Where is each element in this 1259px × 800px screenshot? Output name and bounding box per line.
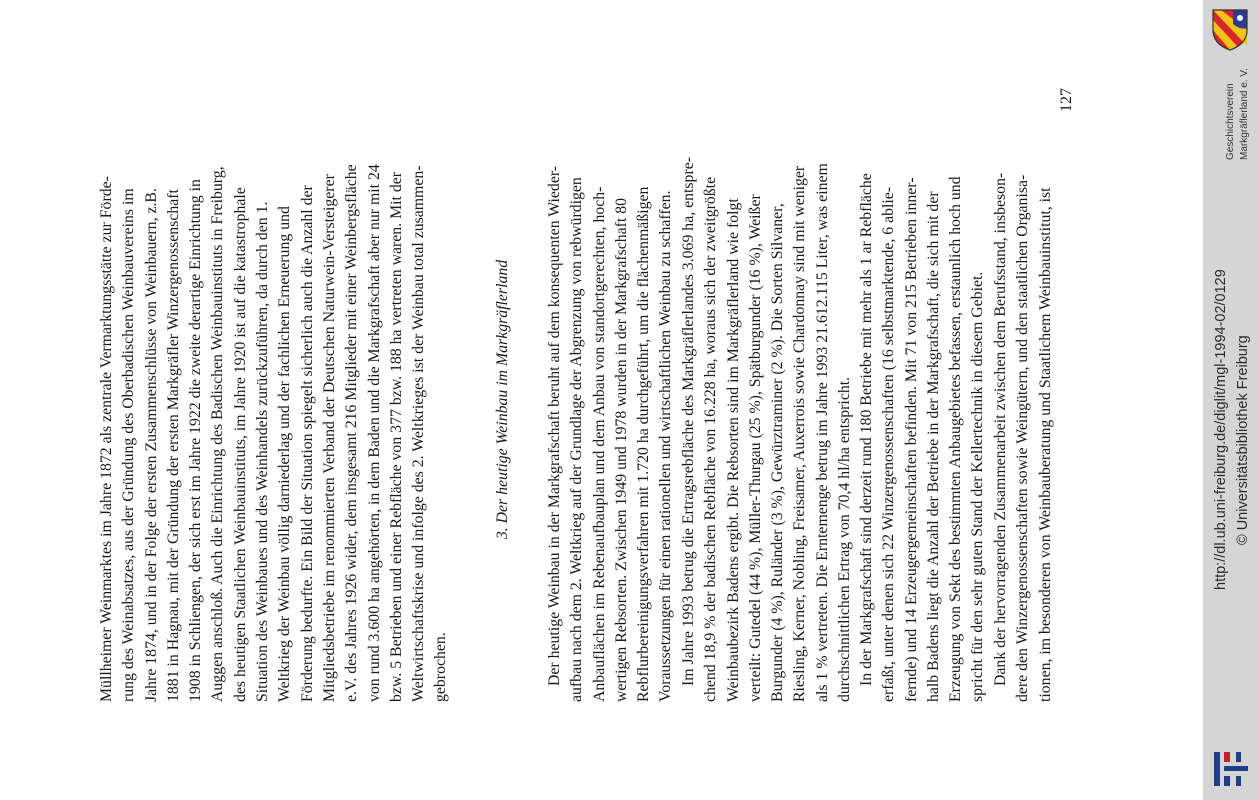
text-line: halb Badens liegt die Anzahl der Betriebe in der Markgrafschaft, die sich mit der	[924, 191, 942, 702]
paragraph-5	[990, 97, 1057, 702]
document-url-link[interactable]: http://dl.ub.uni-freiburg.de/diglit/mgl-1994-02/0129	[1213, 269, 1229, 590]
society-name-line1: Geschichtsverein	[1225, 83, 1236, 160]
text-line: Rebflurbereinigungsverfahren mit 1.720 ha durchgeführt, um die flächenmäßigen	[635, 186, 653, 702]
society-name-line2: Markgräflerland e. V.	[1239, 68, 1250, 160]
text-line: Weinbaubezirk Badens ergibt. Die Rebsorten sind im Markgräflerland wie folgt	[724, 198, 742, 702]
ub-freiburg-logo-icon	[1210, 748, 1252, 790]
text-line: Dank der hervorragenden Zusammenarbeit zwischen dem Berufsstand, insbeson-	[992, 172, 1009, 686]
text-line: Riesling, Kerner, Nobling, Freisamer, Auxerrois sowie Chardonnay sind mit weniger	[791, 165, 809, 702]
text-line: Auggen anschloß. Auch die Einrichtung des Badischen Weinbauinstituts in Freiburg,	[209, 166, 227, 702]
coat-of-arms-icon	[1207, 6, 1253, 52]
text-line: aufbau nach dem 2. Weltkrieg auf der Grundlage der Abgrenzung von rebwürdigen	[568, 177, 586, 702]
page-number: 127	[1058, 88, 1075, 112]
paragraph-2	[544, 97, 678, 702]
text-line: des heutigen Staatlichen Weinbauinstituts, im Jahre 1920 ist auf die katastrophale	[231, 187, 249, 702]
paragraph-4	[856, 97, 990, 702]
paragraph-3	[678, 97, 856, 702]
text-line: Förderung bedurfte. Ein Bild der Situation spiegelt sicherlich auch die Anzahl der	[298, 185, 316, 702]
text-line: In der Markgrafschaft sind derzeit rund 180 Betriebe mit mehr als 1 ar Rebfläche	[858, 173, 875, 686]
text-line: Anbauflächen im Rebenaufbauplan und dem Anbau von standortgerechten, hoch-	[590, 186, 608, 702]
text-line: bzw. 5 Betrieben und einer Rebfläche von 377 bzw. 188 ha vertreten waren. Mit der	[387, 171, 405, 702]
text-line: Erzeugung von Sekt des bestimmten Anbaugebietes befassen, erstaunlich hoch und	[947, 176, 965, 702]
text-line: Situation des Weinbaues und des Weinhandels zurückzuführen, da durch den 1.	[254, 201, 272, 702]
text-line: Der heutige Weinbau in der Markgrafschaft beruht auf dem konsequenten Wieder-	[546, 165, 563, 686]
paragraph-1	[96, 97, 453, 702]
text-line: Mitgliedsbetriebe im renommierten Verband der Deutschen Naturwein-Versteigerer	[320, 174, 338, 702]
text-line: erfaßt, unter denen sich 22 Winzergenossenschaften (16 selbstmarktende, 6 ablie-	[880, 186, 898, 702]
text-line: e.V. des Jahres 1926 wider, dem insgesamt 216 Mitglieder mit einer Weinbergsfläche	[343, 164, 361, 702]
text-line: 1908 in Schliengen, der sich erst im Jahre 1922 die zweite derartige Einrichtung in	[187, 179, 205, 702]
text-line: tionen, im besonderen von Weinbauberatung und Staatlichem Weinbauinstitut, ist	[1036, 187, 1054, 702]
text-line: Weltkrieg der Weinbau völlig darniederlag und der fachlichen Erneuerung und	[276, 206, 294, 702]
text-line: fernde) und 14 Erzeugergemeinschaften befinden. Mit 71 von 215 Betrieben inner-	[902, 177, 920, 702]
text-line: gebrochen.	[432, 632, 450, 702]
text-line: dere den Winzergenossenschaften sowie Weingütern, und den staatlichen Organisa-	[1014, 174, 1032, 702]
text-line: wertigen Rebsorten. Zwischen 1949 und 1978 wurden in der Markgrafschaft 80	[612, 197, 630, 702]
text-line: rung des Weinabsatzes, aus der Gründung des Oberbadischen Weinbauvereins im	[120, 188, 138, 702]
text-line: Müllheimer Weinmarktes im Jahre 1872 als zentrale Vermarktungsstätte zur Förde-	[98, 176, 115, 702]
text-line: Voraussetzungen für einen rationellen und wirtschaftlichen Weinbau zu schaffen.	[657, 190, 675, 702]
section-heading: 3. Der heutige Weinbau im Markgräflerland	[494, 259, 511, 540]
text-line: als 1 % vertreten. Die Erntemenge betrug im Jahre 1993 21.612.115 Liter, was einem	[813, 163, 831, 702]
text-line: spricht für den sehr guten Stand der Kellertechnik in diesem Gebiet.	[969, 271, 987, 702]
text-line: verteilt: Gutedel (44 %), Müller-Thurgau (25 %), Spätburgunder (16 %), Weißer	[746, 194, 764, 702]
text-line: durchschnittlichen Ertrag von 70,4 hl/ha entspricht.	[836, 376, 854, 702]
viewer-sidebar	[1203, 0, 1259, 800]
text-line: Im Jahre 1993 betrug die Ertragsrebfläche des Markgräflerlandes 3.069 ha, entspre-	[680, 157, 697, 686]
text-line: Burgunder (4 %), Ruländer (3 %), Gewürztraminer (2 %). Die Sorten Silvaner,	[769, 203, 787, 702]
text-line: von rund 3.600 ha angehörten, in dem Baden und die Markgrafschaft aber nur mit 24	[365, 164, 383, 702]
text-line: Weltwirtschaftskrise und infolge des 2. Weltkrieges ist der Weinbau total zusammen-	[410, 165, 428, 702]
text-line: 1881 in Hagnau, mit der Gründung der ersten Markgräfler Winzergenossenschaft	[164, 189, 182, 702]
text-line: chend 18,9 % der badischen Rebfläche von 16.228 ha, woraus sich der zweitgrößte	[702, 176, 720, 702]
text-line: Jahre 1874, und in der Folge der ersten Zusammenschlüsse von Weinbauern, z.B.	[142, 188, 160, 702]
sidebar-rotated-content	[1203, 0, 1259, 800]
copyright-notice: © Universitätsbibliothek Freiburg	[1235, 335, 1251, 545]
